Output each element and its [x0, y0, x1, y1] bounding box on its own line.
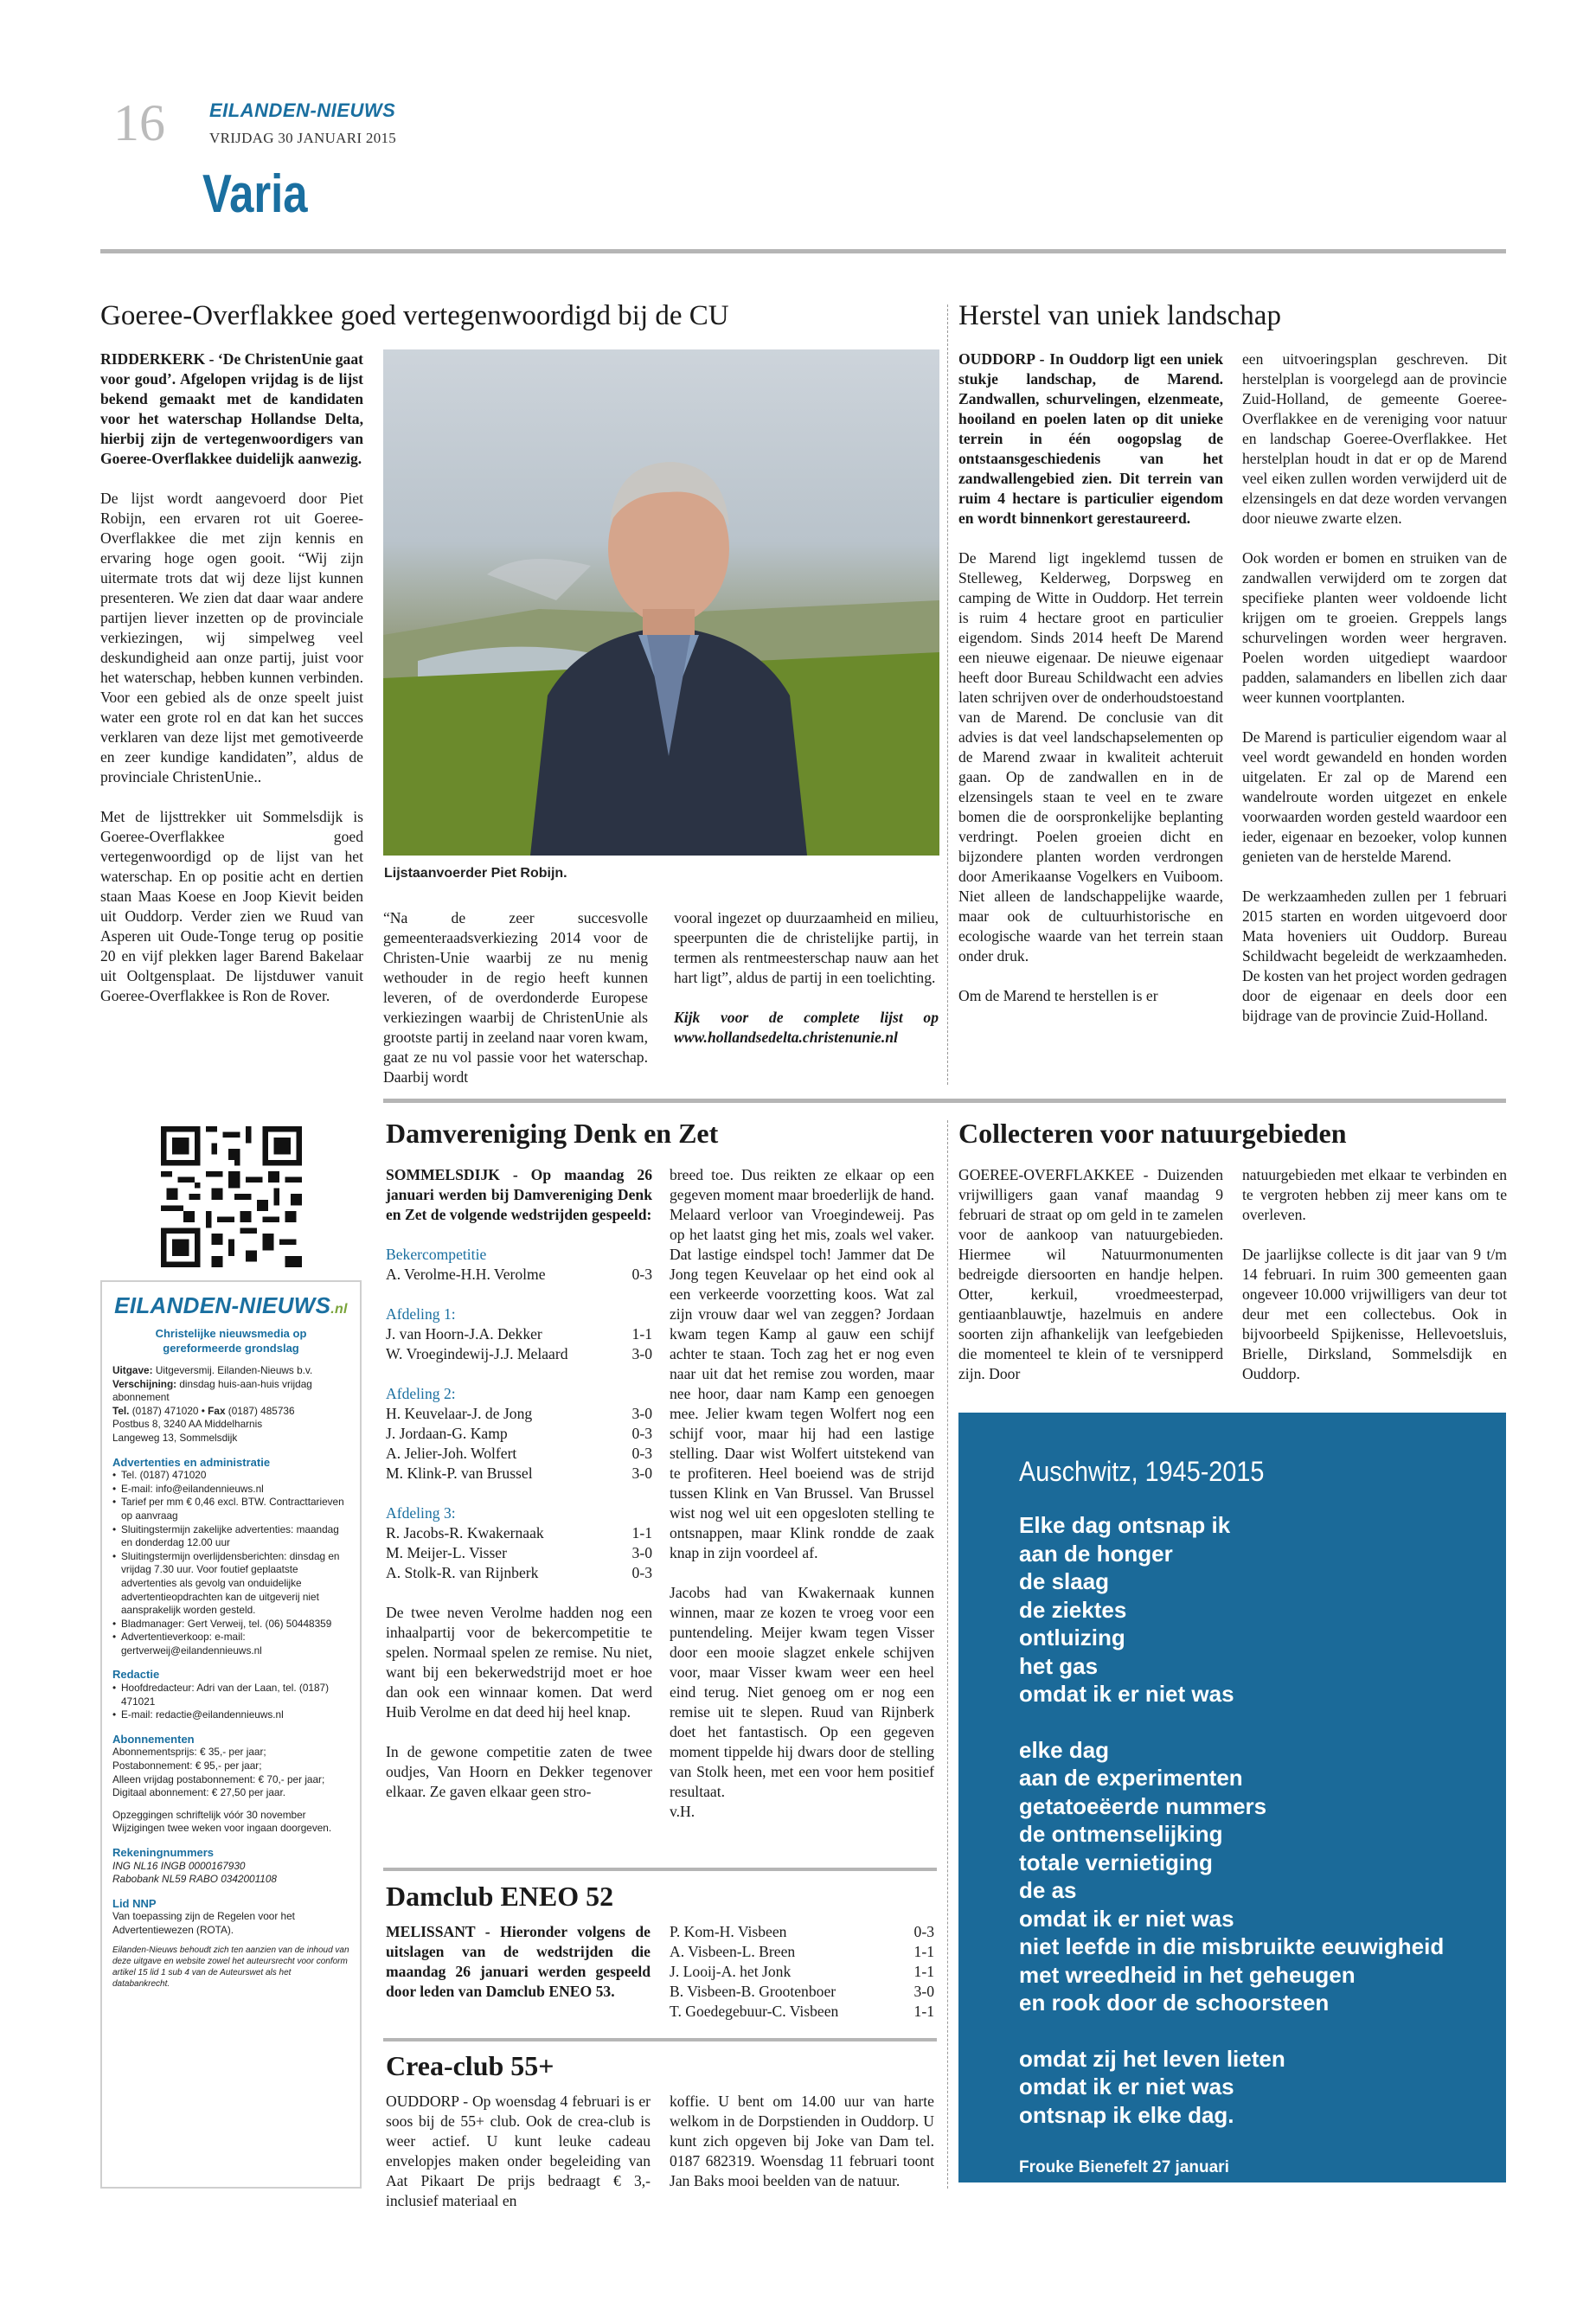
cu-paragraph-4: vooral ingezet op duurzaamheid en milieu, speerpunten die de christelijke partij, in termen als rentmeesterschap nauw aan het hart ligt”, aldus de partij in een toelichting. — [674, 909, 939, 986]
colophon-adv-item[interactable]: • E-mail: info@eilandennieuws.nl — [112, 1483, 349, 1497]
issue-date: VRIJDAG 30 JANUARI 2015 — [209, 130, 397, 146]
colophon-redactie-list — [112, 1682, 349, 1722]
colophon-nnp: Van toepassing zijn de Regelen voor het Advertentiewezen (ROTA). — [112, 1910, 295, 1936]
colophon-redactie-title: Redactie — [112, 1668, 160, 1682]
colophon-redactie-item[interactable]: • E-mail: redactie@eilandennieuws.nl — [112, 1708, 349, 1722]
cu-column-2 — [383, 908, 648, 1087]
colophon-adv-list — [112, 1469, 349, 1657]
colophon-postbus: Postbus 8, 3240 AA Middelharnis — [112, 1418, 263, 1431]
dam-group-title: Bekercompetitie — [386, 1246, 487, 1263]
damclub-results — [670, 1922, 934, 2022]
poem-line: aan de experimenten — [1019, 1765, 1243, 1791]
dam-result-row: H. Keuvelaar-J. de Jong 3-0 — [386, 1405, 652, 1422]
poem-box — [958, 1413, 1506, 2182]
colophon-logo-suffix: .nl — [330, 1302, 348, 1317]
dam-paragraph-4: Jacobs had van Kwakernaak kunnen winnen, maar ze kozen te vroeg voor een puntendeling. Meijer kwam tegen Visser door een mooie slagzet enkele schijven voor, maar Visser kwam weer een heel eind terug. Niet genoeg om er nog een remise uit te slepen. Ruud van Rijnberk doet het fantastisch. Op een gegeven moment tippelde hij dwars door de stelling van Stolk heen, met een voor hem positief resultaat. — [670, 1584, 934, 1800]
collecte-column-2 — [1242, 1165, 1507, 1384]
collecte-paragraph-3: De jaarlijkse collecte is dit jaar van 9 t/m 14 februari. In ruim 300 gemeenten gaan ongeveer 10.000 vrijwilligers van deur tot deur met een collectebus. Ook in bijvoorbeeld Spijkenisse, Hellevoetsluis, Brielle, Dirksland, Sommelsdijk en Ouddorp. — [1242, 1246, 1507, 1382]
cu-column-1 — [100, 349, 363, 1006]
dam-group-title: Afdeling 2: — [386, 1385, 456, 1402]
colophon-opzeg: Opzeggingen schriftelijk vóór 30 november Wijzigingen twee weken voor ingaan doorgeven. — [112, 1808, 332, 1835]
poem-line: totale vernietiging — [1019, 1849, 1213, 1875]
colophon-adv-item: • Bladmanager: Gert Verweij, tel. (06) 50448359 — [112, 1618, 349, 1631]
creaclub-column-1 — [386, 2092, 651, 2211]
creaclub-paragraph-1: OUDDORP - Op woensdag 4 februari is er soos bij de 55+ club. Ook de crea-club is weer actief. U kunt leuke cadeau envelopjes maken onder begeleiding van Aat Pikaart De prijs bedraagt € 3,- inclusief materiaal en — [386, 2093, 651, 2209]
dam-result-row: J. Jordaan-G. Kamp 0-3 — [386, 1425, 652, 1442]
collecte-paragraph-1: GOEREE-OVERFLAKKEE - Duizenden vrijwilligers gaan vanaf maandag 9 februari de straat op om geld in te zamelen voor de aankoop van natuurgebieden. Hiermee wil Natuurmonumenten bedreigde diersoorten en handje helpen. Otter, kerkuil, vroedmeesterpad, gentiaanblauwtje, hazelmuis en andere soorten zijn afhankelijk van leefgebieden die momenteel te klein of te versnipperd zijn. Door — [958, 1166, 1223, 1382]
poem-line: ontluizing — [1019, 1625, 1125, 1650]
poem-title: Auschwitz, 1945-2015 — [1019, 1456, 1265, 1487]
colophon-box — [100, 1280, 362, 2189]
poem-line: het gas — [1019, 1652, 1099, 1679]
damclub-lead: MELISSANT - Hieronder volgens de uitslagen van de wedstrijden die maandag 26 januari werden gespeeld door leden van Damclub ENEO 53. — [386, 1923, 651, 2000]
landschap-column-2 — [1242, 349, 1507, 1026]
collecte-paragraph-2: natuurgebieden met elkaar te verbinden en te vergroten hebben zij meer kans om te overleven. — [1242, 1166, 1507, 1223]
section-title: Varia — [202, 164, 308, 224]
colophon-tagline: Christelijke nieuwsmedia op gereformeerde grondslag — [155, 1327, 307, 1355]
dam-result-row: W. Vroegindewij-J.J. Melaard 3-0 — [386, 1345, 652, 1362]
poem-line: de ontmenselijking — [1019, 1821, 1223, 1847]
colophon-redactie-item: • Hoofdredacteur: Adri van der Laan, tel. (0187) 471021 — [112, 1682, 349, 1708]
colophon-adv-item: • Tarief per mm € 0,46 excl. BTW. Contracttarieven op aanvraag — [112, 1496, 349, 1522]
photo-caption: Lijstaanvoerder Piet Robijn. — [384, 866, 567, 881]
middle-rule — [383, 1099, 1506, 1103]
colophon-adv-title: Advertenties en administratie — [112, 1455, 271, 1469]
poem-line: ontsnap ik elke dag. — [1019, 2101, 1234, 2128]
landschap-paragraph-2: Om de Marend te herstellen is er — [958, 987, 1158, 1004]
dam-signature: v.H. — [670, 1803, 695, 1820]
creaclub-column-2 — [670, 2092, 934, 2191]
page-number: 16 — [113, 94, 165, 151]
damclub-result-row: A. Visbeen-L. Breen 1-1 — [670, 1943, 934, 1960]
collecte-column-1 — [958, 1165, 1223, 1384]
cu-link[interactable]: Kijk voor de complete lijst op www.hollandsedelta.christenunie.nl — [674, 1009, 939, 1046]
damclub-result-row: B. Visbeen-B. Grootenboer 3-0 — [670, 1983, 934, 2000]
landschap-lead: OUDDORP - In Ouddorp ligt een uniek stukje landschap, de Marend. Zandwallen, schurvelingen, elzenmeate, hooiland en poelen laten op dit unieke terrein in één oogopslag de ontstaansgeschiedenis van het zandwallengebied zien. Dit terrein van ruim 4 hectare is particulier eigendom en wordt binnenkort gerestaureerd. — [958, 350, 1223, 527]
headline-landschap: Herstel van uniek landschap — [958, 300, 1281, 331]
colophon-abon-line: Alleen vrijdag postabonnement: € 70,- per jaar; — [112, 1772, 325, 1785]
dam-group-title: Afdeling 1: — [386, 1305, 456, 1323]
cu-paragraph-2: Met de lijsttrekker uit Sommelsdijk is Goeree-Overflakkee goed vertegenwoordigd op de lijst van het waterschap. En op positie acht en dertien staan Maas Koese en Joop Kievit beiden uit Ouddorp. Verder zien we Ruud van Asperen uit Oude-Tonge terug op positie 20 en vijf plekken lager Barend Bakelaar uit Ooltgensplaat. De lijstduwer vanuit Goeree-Overflakkee is Ron de Rover. — [100, 808, 363, 1004]
poem-line: niet leefde in die misbruikte eeuwigheid — [1019, 1933, 1445, 1959]
landschap-paragraph-1: De Marend ligt ingeklemd tussen de Stelleweg, Kelderweg, Dorpsweg en camping de Witte in Ouddorp. Het terrein is ruim 4 hectare groot en particulier eigendom. Sinds 2014 heeft De Marend een nieuwe eigenaar. De nieuwe eigenaar heeft door Bureau Schildwacht een advies laten schrijven over de onderhoudstoestand van de Marend. De conclusie van dit advies is dat veel landschapselementen op de Marend zwaar in kwaliteit achteruit gaan. Op de zandwallen en in de elzensingels staan te veel en te zware bomen die de oorspronkelijke beplanting verdringt. Poelen groeien dicht en bijzondere planten worden verdrongen door Amerikaanse Vogelkers en Vuiboom. Niet alleen de landschappelijke waarde, maar ook de cultuurhistorische en ecologische waarde van het terrein staan onder druk. — [958, 549, 1223, 965]
landschap-column-1 — [958, 349, 1223, 1006]
cu-lead: RIDDERKERK - ‘De ChristenUnie gaat voor goud’. Afgelopen vrijdag is de lijst bekend gemaakt met de kandidaten voor het waterschap Hollandse Delta, hierbij zijn de vertegenwoordigers van Goeree-Overflakkee duidelijk aanwezig. — [100, 350, 363, 467]
poem-line: en rook door de schoorsteen — [1019, 1990, 1330, 2016]
colophon-abon-line: Abonnementsprijs: € 35,- per jaar; — [112, 1746, 266, 1759]
colophon-verschijning: Verschijning: dinsdag huis-aan-huis vrijdag abonnement — [112, 1377, 312, 1404]
colophon-adv-item: • Sluitingstermijn zakelijke advertenties: maandag en donderdag 12.00 uur — [112, 1523, 349, 1550]
headline-creaclub: Crea-club 55+ — [386, 2050, 554, 2081]
poem-line: de ziektes — [1019, 1596, 1127, 1623]
colophon-adv-item: • Sluitingstermijn overlijdensberichten: dinsdag en vrijdag 7.30 uur. Voor foutief geplaatste advertenties als gevolg van onduidelijke advertentieopdrachten kan de uitgeverij niet aansprakelijk worden gesteld. — [112, 1550, 349, 1618]
colophon-rek-line: ING NL16 INGB 0000167930 — [112, 1859, 246, 1872]
poem-line: omdat ik er niet was — [1019, 1681, 1234, 1707]
landschap-paragraph-4: Ook worden er bomen en struiken van de zandwallen verwijderd om te zorgen dat specifieke planten weer voldoende licht krijgen om te groeien. Greppels langs schurvelingen worden weer hergraven. Poelen worden uitgediept waardoor padden, salamanders en libellen zich daar weer kunnen voortplanten. — [1242, 549, 1507, 706]
colophon-abon-title: Abonnementen — [112, 1732, 195, 1746]
damclub-lead-column — [386, 1922, 651, 2002]
poem-line: met wreedheid in het geheugen — [1019, 1961, 1356, 1988]
dam-result-row: M. Meijer-L. Visser 3-0 — [386, 1544, 652, 1561]
column-divider-bottom — [947, 1120, 948, 2189]
headline-damclub: Damclub ENEO 52 — [386, 1881, 614, 1912]
dam-column-1 — [386, 1165, 652, 1802]
dam-result-row: A. Stolk-R. van Rijnberk 0-3 — [386, 1564, 652, 1581]
colophon-legal: Eilanden-Nieuws behoudt zich ten aanzien van de inhoud van deze uitgave en website zowel het auteursrecht voor conform artikel 15 lid 1 sub 4 van de Auteurswet als het databankrecht. — [112, 1945, 349, 1989]
landschap-paragraph-6: De werkzaamheden zullen per 1 februari 2015 starten en worden uitgevoerd door Mata hoveniers uit Ouddorp. Bureau Schildwacht begeleidt de werkzaamheden. De kosten van het project worden gedragen door de eigenaar en deels door een bijdrage van de provincie Zuid-Holland. — [1242, 888, 1507, 1024]
poem-stanza-2 — [1019, 1736, 1471, 2017]
masthead-rule — [100, 249, 1506, 253]
landschap-paragraph-5: De Marend is particulier eigendom waar al veel wordt gewandeld en honden worden uitgelaten. Er zal op de Marend een wandelroute worden uitgezet en enkele voorwaarden worden gesteld waardoor een ieder, eigenaar en bezoeker, volop kunnen genieten van de herstelde Marend. — [1242, 728, 1507, 865]
poem-stanza-3 — [1019, 2045, 1471, 2130]
damclub-result-row: P. Kom-H. Visbeen 0-3 — [670, 1923, 934, 1940]
colophon-logo-text: EILANDEN-NIEUWS — [114, 1292, 331, 1318]
photo-piet-robijn — [383, 349, 939, 856]
headline-damvereniging: Damvereniging Denk en Zet — [386, 1118, 719, 1149]
damclub-result-row: T. Goedegebuur-C. Visbeen 1-1 — [670, 2003, 934, 2020]
column-divider-top — [947, 304, 948, 1085]
colophon-logo — [112, 1292, 349, 1319]
colophon-adv-item: • Tel. (0187) 471020 — [112, 1469, 349, 1483]
dam-result-row: R. Jacobs-R. Kwakernaak 1-1 — [386, 1524, 652, 1541]
colophon-adv-item[interactable]: • Advertentieverkoop: e-mail: gertverweij@eilandennieuws.nl — [112, 1631, 349, 1657]
poem-line: elke dag — [1019, 1736, 1110, 1763]
dam-paragraph-3: breed toe. Dus reikten ze elkaar op een gegeven moment maar broederlijk de hand. Melaard verloor van Vroegindeweij. Pas op het laatst ging het mis, zoals wel vaker. Dat lastige eindspel toch! Jammer dat De Jong tegen Keuvelaar op het eind ook al een verkeerde voorzetting koos. Wat zal zijn vrouw daar wel van zeggen? Jordaan kwam tegen Kamp al gauw een schijf achter te staan. Toch zag het er nog even naar uit dat het remise zou worden, maar nee hoor, daar nam Kamp een genoegen mee. Jelier kwam tegen Wolfert nog een schijf voor, maar hij had een lastige stelling. Daar wist Wolfert uitstekend van te profiteren. Heel boeiend was de strijd tussen Klink en Van Brussel. Van Brussel wist nog wel uit een opgesloten stelling te ontsnappen, maar Klink rondde de zaak knap in zijn voordeel af. — [670, 1166, 934, 1561]
poem-author: Frouke Bienefelt 27 januari — [1019, 2158, 1229, 2176]
cu-column-3 — [674, 908, 939, 1048]
cu-paragraph-1: De lijst wordt aangevoerd door Piet Robijn, een ervaren rot uit Goeree-Overflakkee die met zijn kennis en ervaring hoge ogen gooit. “Wij zijn uitermate trots dat wij deze lijst kunnen presenteren. We zien dat daar waar andere partijen liever inzetten op de provinciale verkiezingen, wij simpelweg veel deskundigheid aan onze partij, juist voor het waterschap, hebben kunnen verbinden. Voor een gebied als de onze speelt juist water een grote rol en dat kan het succes verklaren van deze lijst met gemotiveerde en zeer kundige kandidaten”, aldus de provinciale ChristenUnie.. — [100, 490, 363, 785]
dam-paragraph-2: In de gewone competitie zaten de twee oudjes, Van Hoorn en Dekker tegenover elkaar. Ze gaven elkaar geen stro- — [386, 1743, 652, 1800]
colophon-tel: Tel. (0187) 471020 • Fax (0187) 485736 — [112, 1404, 295, 1417]
landschap-paragraph-3: een uitvoeringsplan geschreven. Dit herstelplan is voorgelegd aan de provincie Zuid-Holland, de gemeente Goeree-Overflakkee en de vereniging voor natuur en landschap Goeree-Overflakkee. Het herstelplan houdt in dat er op de Marend veel eiken zullen worden verwijderd uit de elzensingels en dat deze worden vervangen door nieuwe zwarte elzen. — [1242, 350, 1507, 527]
poem-line: de as — [1019, 1877, 1077, 1903]
qr-code[interactable] — [161, 1126, 302, 1267]
colophon-abon-line: Digitaal abonnement: € 27,50 per jaar. — [112, 1786, 286, 1799]
poem-line: aan de honger — [1019, 1540, 1173, 1567]
dam-result-row: A. Jelier-Joh. Wolfert 0-3 — [386, 1445, 652, 1462]
colophon-uitgave: Uitgave: Uitgeversmij. Eilanden-Nieuws b.v. — [112, 1364, 313, 1376]
dam-result-row: J. van Hoorn-J.A. Dekker 1-1 — [386, 1325, 652, 1343]
dam-paragraph-1: De twee neven Verolme hadden nog een inhaalpartij voor de bekercompetitie te spelen. Normaal spelen ze remise. Nu niet, want bij een bekerwedstrijd moet er hoe dan ook een winnaar komen. Dat werd Huib Verolme en dat deed hij heel knap. — [386, 1604, 652, 1721]
headline-cu: Goeree-Overflakkee goed vertegenwoordigd bij de CU — [100, 300, 729, 331]
dam-result-row: M. Klink-P. van Brussel 3-0 — [386, 1465, 652, 1482]
headline-collecte: Collecteren voor natuurgebieden — [958, 1118, 1347, 1149]
rule-creaclub — [383, 2038, 937, 2041]
paper-name: EILANDEN-NIEUWS — [209, 99, 396, 121]
poem-stanza-1 — [1019, 1511, 1471, 1708]
dam-column-2 — [670, 1165, 934, 1822]
colophon-adres: Langeweg 13, Sommelsdijk — [112, 1431, 238, 1444]
portrait-illustration — [383, 349, 939, 856]
dam-result-row: A. Verolme-H.H. Verolme 0-3 — [386, 1266, 652, 1283]
poem-line: omdat zij het leven lieten — [1019, 2045, 1285, 2072]
damclub-result-row: J. Looij-A. het Jonk 1-1 — [670, 1963, 934, 1980]
colophon-rek-line: Rabobank NL59 RABO 0342001108 — [112, 1873, 277, 1886]
qr-code-icon — [161, 1126, 302, 1267]
poem-line: de slaag — [1019, 1568, 1110, 1594]
poem-line: Elke dag ontsnap ik — [1019, 1512, 1231, 1538]
colophon-abon-line: Postabonnement: € 95,- per jaar; — [112, 1759, 262, 1772]
colophon-nnp-title: Lid NNP — [112, 1896, 157, 1910]
colophon-rek-title: Rekeningnummers — [112, 1846, 215, 1859]
poem-line: getatoeëerde nummers — [1019, 1792, 1267, 1819]
rule-damclub — [383, 1868, 937, 1871]
creaclub-paragraph-2: koffie. U bent om 14.00 uur van harte welkom in de Dorpstienden in Ouddorp. U kunt zich opgeven bij Joke van Dam tel. 0187 682319. Woensdag 11 februari toont Jan Baks mooi beelden van de natuur. — [670, 2093, 934, 2189]
colophon-body — [112, 1326, 349, 1990]
poem-line: omdat ik er niet was — [1019, 1905, 1234, 1932]
poem-line: omdat ik er niet was — [1019, 2073, 1234, 2099]
dam-group-title: Afdeling 3: — [386, 1504, 456, 1522]
dam-lead: SOMMELSDIJK - Op maandag 26 januari werden bij Damvereniging Denk en Zet de volgende wedstrijden gespeeld: — [386, 1166, 652, 1223]
cu-paragraph-3: “Na de zeer succesvolle gemeenteraadsverkiezing 2014 voor de Christen-Unie waarbij ze nu menig wethouder in de regio heeft kunnen leveren, of de overdonderde Europese verkiezingen waarbij de ChristenUnie als grootste partij in zeeland naar voren kwam, gaat ze nu vol passie voor het waterschap. Daarbij wordt — [383, 909, 648, 1086]
